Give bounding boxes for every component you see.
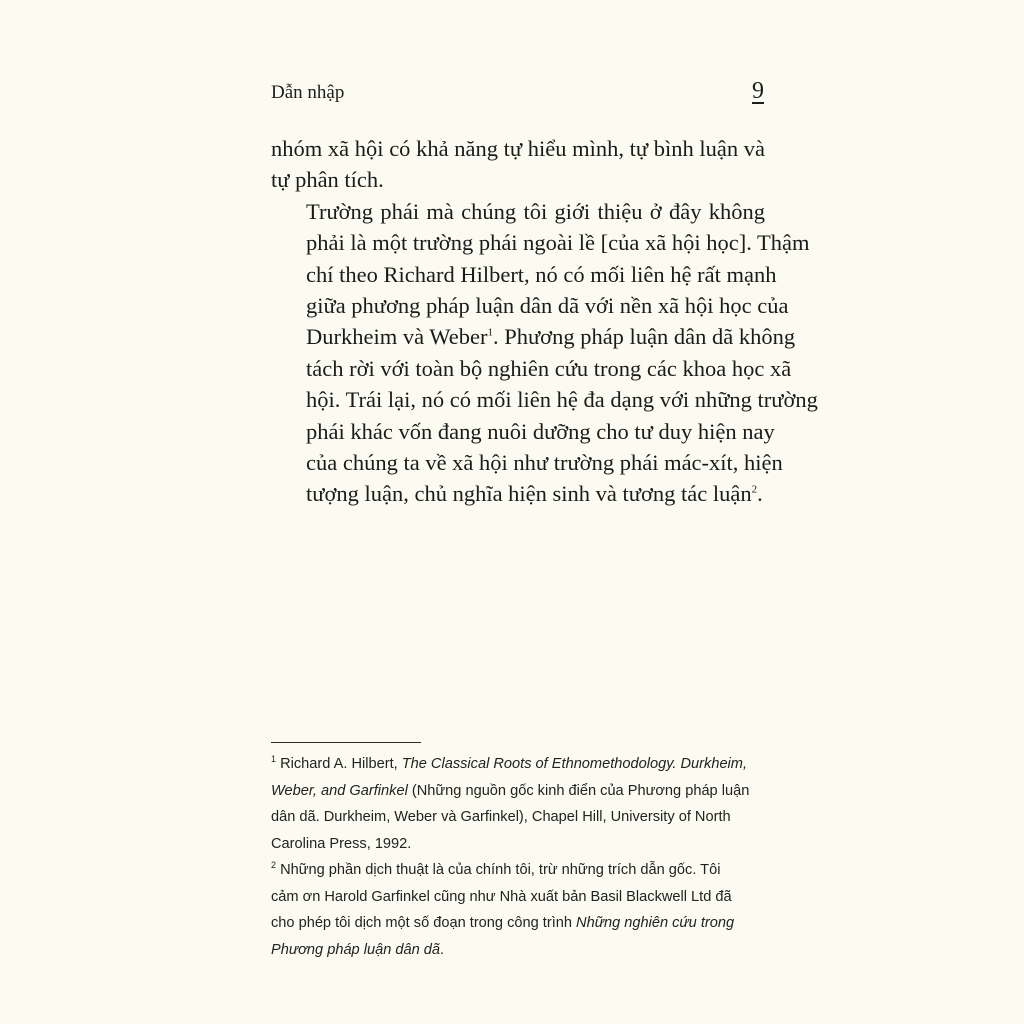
text-fragment: Durkheim và Weber bbox=[306, 324, 488, 350]
text-fragment: Richard A. Hilbert, bbox=[276, 756, 402, 772]
text-line: chí theo Richard Hilbert, nó có mối liên hệ rất mạnh bbox=[306, 261, 777, 287]
work-title: Phương pháp luận dân dã bbox=[271, 941, 441, 958]
text-line: giữa phương pháp luận dân dã với nền xã hội học của bbox=[306, 293, 789, 319]
footnote-line bbox=[271, 937, 766, 964]
footnote-line bbox=[271, 751, 766, 778]
paragraph-1 bbox=[271, 133, 765, 196]
book-title: The Classical Roots of Ethnomethodology. Durkheim, bbox=[401, 756, 748, 772]
footnote-1 bbox=[271, 751, 766, 857]
text-fragment: . Phương pháp luận dân dã không bbox=[492, 324, 796, 350]
text-fragment: . bbox=[440, 941, 445, 958]
running-header: Dẫn nhập bbox=[271, 82, 345, 103]
footnote-marker: 2 bbox=[271, 860, 277, 871]
text-line: tách rời với toàn bộ nghiên cứu trong các khoa học xã bbox=[306, 355, 792, 381]
footnote-line: cảm ơn Harold Garfinkel cũng như Nhà xuất bản Basil Blackwell Ltd đã bbox=[271, 888, 732, 905]
footnote-ref-2[interactable]: 2 bbox=[751, 483, 758, 496]
text-line bbox=[271, 478, 765, 509]
work-title: Những nghiên cứu trong bbox=[576, 915, 735, 931]
paragraph-2 bbox=[271, 196, 818, 510]
footnote-2 bbox=[271, 857, 766, 963]
footnote-line bbox=[271, 778, 766, 805]
footnote-line: Carolina Press, 1992. bbox=[271, 835, 412, 852]
text-line: hội. Trái lại, nó có mối liên hệ đa dạng với những trường bbox=[306, 387, 818, 413]
text-line bbox=[271, 321, 796, 352]
footnotes bbox=[271, 751, 766, 963]
footnote-ref-1[interactable]: 1 bbox=[487, 326, 493, 339]
text-line: nhóm xã hội có khả năng tự hiểu mình, tự bình luận và bbox=[271, 136, 765, 161]
text-line: phái khác vốn đang nuôi dưỡng cho tư duy hiện nay bbox=[306, 418, 775, 444]
page-number: 9 bbox=[752, 78, 764, 104]
text-fragment: tượng luận, chủ nghĩa hiện sinh và tương tác luận bbox=[306, 481, 752, 507]
text-fragment: (Những nguồn gốc kinh điển của Phương pháp luận bbox=[407, 782, 750, 799]
text-line: phải là một trường phái ngoài lề [của xã hội học]. Thậm bbox=[306, 230, 810, 256]
footnote-line bbox=[271, 857, 766, 884]
text-line: Trường phái mà chúng tôi giới thiệu ở đây không bbox=[306, 198, 765, 224]
body-text bbox=[271, 133, 818, 510]
text-fragment: cho phép tôi dịch một số đoạn trong công trình bbox=[271, 915, 577, 931]
text-line: của chúng ta về xã hội như trường phái mác-xít, hiện bbox=[306, 450, 783, 476]
book-title: Weber, and Garfinkel bbox=[271, 782, 408, 799]
footnote-line bbox=[271, 910, 766, 937]
footnote-marker: 1 bbox=[271, 754, 277, 765]
footnote-divider bbox=[271, 742, 421, 743]
text-line: tự phân tích. bbox=[271, 167, 384, 193]
text-fragment: . bbox=[757, 481, 763, 507]
text-fragment: Những phần dịch thuật là của chính tôi, trừ những trích dẫn gốc. Tôi bbox=[276, 862, 721, 878]
footnote-line: dân dã. Durkheim, Weber và Garfinkel), Chapel Hill, University of North bbox=[271, 809, 731, 825]
